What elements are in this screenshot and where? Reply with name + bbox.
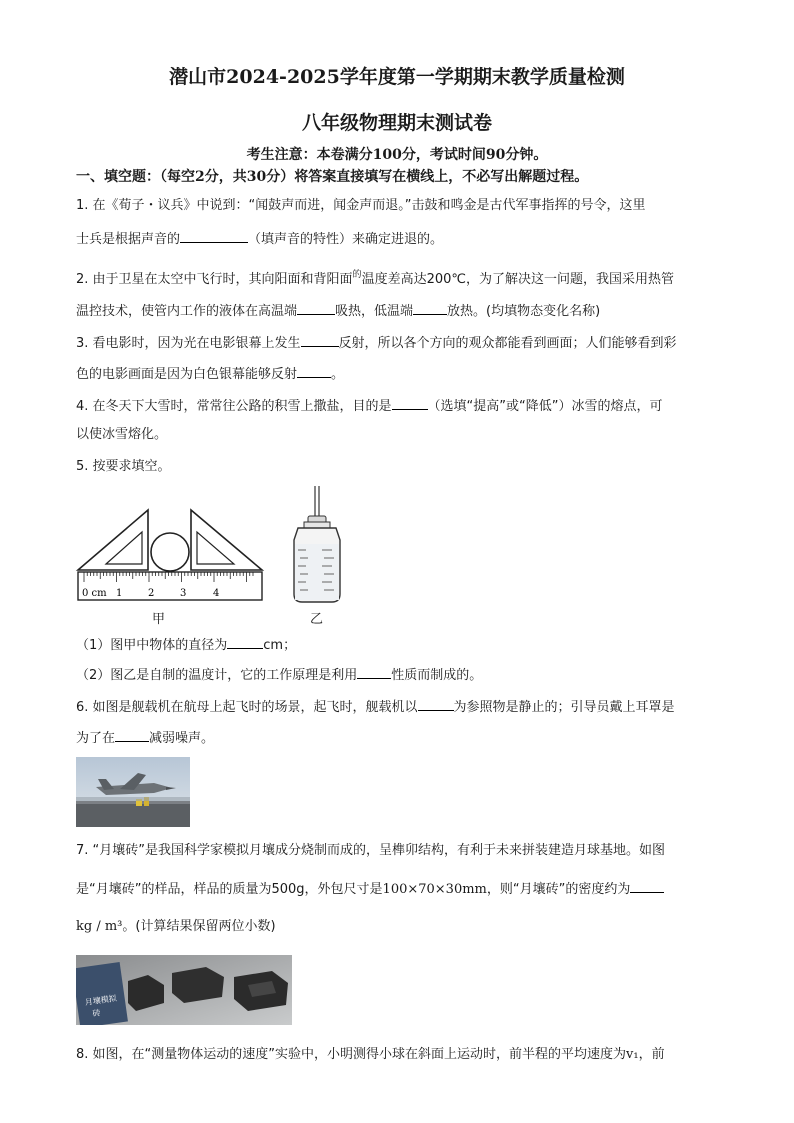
round-object (151, 533, 189, 571)
exam-notice: 考生注意：本卷满分100分，考试时间90分钟。 (246, 147, 548, 163)
q8-text-a: 8. 如图，在“测量物体运动的速度”实验中，小明测得小球在斜面上运动时，前半程的平均速度为 (76, 1047, 627, 1062)
q7-dimension: 100×70×30mm (382, 882, 487, 897)
q7-blank[interactable] (630, 878, 664, 893)
q5-line1: 5. 按要求填空。 (76, 459, 171, 474)
q5-sub2-text-b: 性质而制成的。 (391, 668, 483, 683)
figure-a-ruler (74, 480, 274, 620)
q7-line2 (76, 878, 726, 899)
q4-blank[interactable] (392, 395, 428, 410)
q1-blank[interactable] (180, 228, 248, 243)
carrier-jet-photo (76, 757, 190, 827)
ruler-label-1: 1 (116, 588, 123, 599)
right-triangle (191, 510, 262, 570)
q3-text-d: 。 (331, 367, 345, 382)
fig-a-caption: 甲 (152, 612, 166, 627)
q5-sub1-text-a: （1）图甲中物体的直径为 (76, 638, 228, 653)
q6-text-b: 为参照物是静止的；引导员戴上耳罩是 (453, 700, 675, 715)
q8-v1: v₁ (626, 1047, 639, 1062)
q2-line1 (76, 266, 726, 289)
q5-sub1-text-b: cm； (263, 638, 297, 653)
q2-text-a: 2. 由于卫星在太空中飞行时，其向阳面和背阳面 (76, 272, 353, 287)
q6-blank2[interactable] (115, 727, 149, 742)
q7-unit: kg / m³ (76, 919, 123, 934)
moon-brick-photo (76, 955, 292, 1025)
q2-mark: 的 (352, 270, 362, 280)
section-heading: 一、填空题：（每空2分，共30分）将答案直接填写在横线上，不必写出解题过程。 (76, 169, 589, 185)
q7-line1: 7. “月壤砖”是我国科学家模拟月壤成分烧制而成的，呈榫卯结构，有利于未来拼装建造月球基地。如图 (76, 843, 666, 858)
q1-text-b: （填声音的特性）来确定进退的。 (248, 232, 444, 247)
ruler-label-0: 0 cm (82, 588, 107, 599)
sign-text-2: 砖 (91, 1008, 102, 1019)
q5-sub1 (76, 634, 726, 655)
q8-text-b: ，前 (638, 1047, 665, 1062)
q2-text-d: 吸热，低温端 (335, 304, 414, 319)
q6-line2 (76, 727, 726, 748)
fig-b-caption: 乙 (310, 612, 324, 627)
q7-text-c: 。(计算结果保留两位小数) (122, 919, 276, 934)
q1-text-a: 士兵是根据声音的 (76, 232, 181, 247)
ruler-label-4: 4 (213, 588, 220, 599)
exam-title: 潜山市2024-2025学年度第一学期期末教学质量检测 (169, 66, 625, 88)
q5-sub2-text-a: （2）图乙是自制的温度计，它的工作原理是利用 (76, 668, 358, 683)
q7-text-a: 是“月壤砖”的样品，样品的质量为500g，外包尺寸是 (76, 882, 383, 897)
ruler-label-2: 2 (148, 588, 155, 599)
q3-blank2[interactable] (297, 363, 331, 378)
q4-line1 (76, 395, 726, 416)
q2-blank1[interactable] (297, 300, 335, 315)
sign-text-1: 月壤模拟 (84, 993, 118, 1008)
q7-line3 (76, 918, 726, 936)
q4-text-a: 4. 在冬天下大雪时，常常往公路的积雪上撒盐，目的是 (76, 399, 392, 414)
q6-line1 (76, 696, 726, 717)
q6-text-d: 减弱噪声。 (149, 731, 215, 746)
q4-line2: 以使冰雪熔化。 (76, 427, 168, 442)
q3-text-a: 3. 看电影时，因为光在电影银幕上发生 (76, 336, 301, 351)
q3-line1 (76, 332, 726, 353)
q2-text-e: 放热。(均填物态变化名称) (447, 304, 601, 319)
q2-blank2[interactable] (413, 300, 447, 315)
q1-line2 (76, 228, 726, 249)
exam-subtitle: 八年级物理期末测试卷 (301, 112, 492, 134)
q3-line2 (76, 363, 726, 384)
q2-line2 (76, 300, 726, 321)
right-triangle-inner (197, 532, 234, 564)
q3-text-b: 反射，所以各个方向的观众都能看到画面；人们能够看到彩 (338, 336, 677, 351)
q1-line1: 1. 在《荀子・议兵》中说到：“闻鼓声而进，闻金声而退。”击鼓和鸣金是古代军事指挥的号令，这里 (76, 198, 646, 213)
q7-text-b: ，则“月壤砖”的密度约为 (486, 882, 631, 897)
q6-text-c: 为了在 (76, 731, 116, 746)
q6-text-a: 6. 如图是舰载机在航母上起飞时的场景，起飞时，舰载机以 (76, 700, 418, 715)
q5-blank1[interactable] (227, 634, 263, 649)
q2-text-c: 温控技术，使管内工作的液体在高温端 (76, 304, 298, 319)
q6-blank1[interactable] (418, 696, 454, 711)
q2-text-b: 温度差高达200℃，为了解决这一问题，我国采用热管 (361, 272, 674, 287)
q8-line1 (76, 1046, 726, 1064)
figure-b-thermometer (288, 484, 348, 606)
left-triangle-inner (106, 532, 142, 564)
q3-blank1[interactable] (301, 332, 339, 347)
q4-text-b: （选填“提高”或“降低”）冰雪的熔点，可 (427, 399, 663, 414)
ruler-label-3: 3 (180, 588, 187, 599)
q5-sub2 (76, 664, 726, 685)
q5-blank2[interactable] (357, 664, 391, 679)
q3-text-c: 色的电影画面是因为白色银幕能够反射 (76, 367, 298, 382)
ruler-ticks (84, 572, 253, 582)
left-triangle (78, 510, 148, 570)
